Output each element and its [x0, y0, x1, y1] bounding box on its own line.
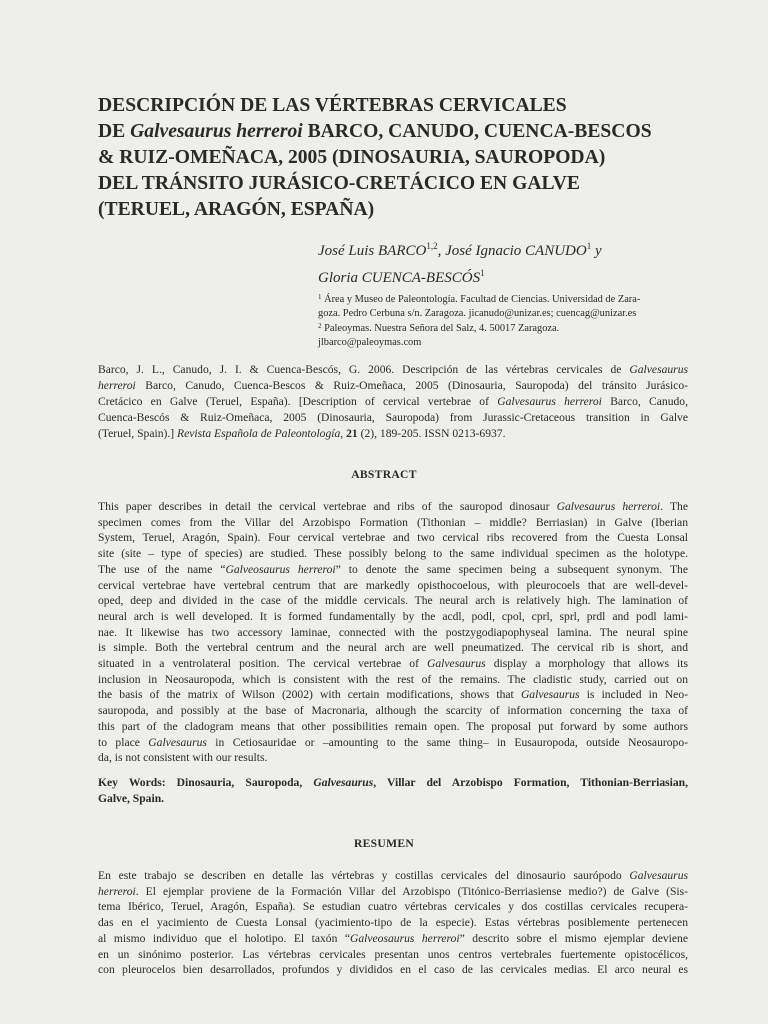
abstract-line: neural arch is well developed. It is formed fundamentally by the acdl, podl, cpol, cprl, sprl, prdl and podl lami-	[98, 609, 688, 623]
resumen-text: ” descrito sobre el mismo ejemplar deviene	[459, 931, 688, 945]
species-name: Galvesaurus herreroi	[556, 500, 661, 513]
abstract-text: in Cetiosauridae or –amounting to the same thing– in Eusauropoda, outside Neosauropo-	[206, 735, 688, 749]
citation-block	[98, 362, 688, 442]
journal-name: Revista Española de Paleontología	[177, 427, 341, 440]
resumen-text: . El ejemplar proviene de la Formación Villar del Arzobispo (Titónico-Berriasiense medio?) de Galve (Sis-	[135, 884, 688, 898]
abstract-text: the basis of the matrix of Wilson (2002) with certain modifications, shows that	[98, 688, 521, 702]
abstract-text: . The	[660, 500, 688, 513]
abstract-line	[98, 499, 688, 515]
citation-text: Barco, Canudo, Cuenca-Bescos & Ruiz-Omeñaca, 2005 (Dinosauria, Sauropoda) del tránsito Jurásico-	[135, 379, 688, 392]
affiliation-line	[318, 291, 698, 307]
affiliation-line: goza. Pedro Cerbuna s/n. Zaragoza. jicanudo@unizar.es; cuencag@unizar.es	[318, 307, 637, 319]
citation-text: (Teruel, Spain).]	[98, 427, 178, 440]
author-separator: y	[591, 243, 602, 259]
title-text: BARCO, CANUDO, CUENCA-BESCOS	[302, 121, 652, 142]
species-name: Galvesaurus herreroi	[130, 121, 303, 142]
abstract-heading: ABSTRACT	[351, 468, 417, 481]
resumen-line	[98, 931, 688, 947]
affil-text: Área y Museo de Paleontología. Facultad de Ciencias. Universidad de Zara-	[321, 294, 641, 305]
resumen-line: das en el yacimiento de Cuesta Lonsal (yacimiento-tipo de la especie). Estas vértebras posiblemente pertenecen	[98, 916, 688, 930]
author-affil-mark: 1	[480, 268, 485, 278]
citation-text: ,	[340, 427, 347, 440]
citation-line: Cuenca-Bescós & Ruiz-Omeñaca, 2005 (Dinosauria, Sauropoda) from Jurassic-Cretaceous transition in Galve	[98, 411, 688, 424]
citation-line	[98, 362, 688, 378]
species-name: Galveosaurus herreroi	[225, 562, 336, 576]
abstract-line: oped, deep and divided in the case of the middle cervicals. The neural arch is relatively high. The lamination of	[98, 594, 688, 608]
abstract-line	[98, 656, 688, 672]
species-name: herreroi	[98, 379, 136, 392]
journal-volume: 21	[346, 427, 358, 440]
species-name: Galvesaurus	[427, 657, 486, 671]
keywords-line: Galve, Spain.	[98, 792, 165, 805]
author-separator: ,	[437, 243, 446, 259]
abstract-line	[98, 687, 688, 703]
affil-text: Paleoymas. Nuestra Señora del Salz, 4. 50017 Zaragoza.	[321, 323, 560, 335]
title-line: (TERUEL, ARAGÓN, ESPAÑA)	[98, 199, 375, 220]
author-name: José Ignacio CANUDO	[445, 243, 587, 259]
title-line: DESCRIPCIÓN DE LAS VÉRTEBRAS CERVICALES	[98, 95, 567, 116]
abstract-text: This paper describes in detail the cervical vertebrae and ribs of the sauropod dinosaur	[98, 500, 557, 513]
citation-line	[98, 394, 688, 410]
abstract-line	[98, 562, 688, 578]
abstract-text: ” to denote the same specimen being a subsequent synonym. The	[335, 562, 688, 576]
abstract-line: site (site – type of species) are studied. These possibly belong to the same individual specimen as the holotype.	[98, 547, 688, 561]
species-name: Galvesaurus	[520, 688, 580, 702]
keywords-line	[98, 775, 688, 791]
resumen-line: en un sinónimo posterior. Las vértebras cervicales presentan unos centros vertebrales fuertemente opistocélicos,	[98, 947, 688, 961]
species-name: Galveosaurus herreroi	[350, 931, 460, 945]
keywords-block	[98, 775, 688, 807]
abstract-text: situated in a ventrolateral position. The cervical vertebrae of	[98, 657, 428, 671]
abstract-text: The use of the name “	[98, 562, 226, 576]
species-name: Galvesaurus	[313, 776, 374, 789]
author-list	[318, 235, 698, 289]
affiliation-line	[318, 320, 698, 336]
species-name: Galvesaurus	[148, 735, 207, 749]
abstract-line	[98, 735, 688, 751]
affiliations	[318, 291, 698, 349]
author-line	[318, 235, 698, 262]
abstract-body	[98, 499, 688, 766]
species-name: herreroi	[98, 884, 136, 898]
citation-text: (2), 189-205. ISSN 0213-6937.	[357, 427, 506, 440]
keywords-text: Key Words: Dinosauria, Sauropoda,	[98, 776, 314, 789]
resumen-text: al mismo individuo que el holotipo. El taxón “	[98, 931, 350, 945]
abstract-line: System, Teruel, Aragón, Spain). Four cervical vertebrae and two cervical ribs recovered from the Cuesta Lonsal	[98, 531, 688, 545]
species-name: Galvesaurus	[629, 869, 688, 882]
resumen-line	[98, 884, 688, 900]
affil-number: 2	[318, 322, 322, 331]
abstract-text: is included in Neo-	[579, 688, 688, 702]
title-line: DEL TRÁNSITO JURÁSICO-CRETÁCICO EN GALVE	[98, 173, 580, 194]
resumen-text: En este trabajo se describen en detalle las vértebras y costillas cervicales del dinosaurio saurópodo	[98, 869, 630, 882]
abstract-text: display a morphology that allows its	[485, 657, 688, 671]
affiliation-line: jlbarco@paleoymas.com	[318, 336, 422, 348]
abstract-line: this part of the cladogram means that other possibilities remain open. The proposal put forward by some authors	[98, 719, 688, 733]
abstract-line: inclusion in Neosauropoda, which is consistent with the rest of the remains. The cladistic study, carried out on	[98, 672, 688, 686]
abstract-line: da, is not consistent with our results.	[98, 751, 268, 765]
title-line	[98, 119, 698, 145]
author-name: Gloria CUENCA-BESCÓS	[318, 270, 481, 286]
paper-title	[98, 93, 698, 223]
keywords-text: , Villar del Arzobispo Formation, Tithonian-Berriasian,	[373, 776, 688, 789]
resumen-heading: RESUMEN	[353, 837, 415, 850]
resumen-line	[98, 868, 688, 884]
species-name: Galvesaurus herreroi	[497, 395, 602, 408]
abstract-line: is simple. Both the vertebral centrum and the neural arch are well pneumatized. The cervical rib is short, and	[98, 641, 688, 655]
citation-line	[98, 378, 688, 394]
abstract-text: to place	[98, 735, 149, 749]
citation-line	[98, 426, 688, 442]
citation-text: Cretácico en Galve (Teruel, España). [Description of cervical vertebrae of	[98, 395, 498, 408]
author-affil-mark: 1	[586, 241, 592, 251]
author-affil-mark: 1,2	[426, 241, 438, 251]
author-line	[318, 262, 698, 289]
citation-text: Barco, Canudo,	[601, 395, 689, 408]
species-name: Galvesaurus	[629, 363, 688, 376]
resumen-line: tema Ibérico, Teruel, Aragón, España). Se estudian cuatro vértebras cervicales y dos costillas cervicales recupera-	[98, 900, 688, 914]
author-name: José Luis BARCO	[318, 243, 427, 259]
resumen-body	[98, 868, 688, 978]
abstract-line: cervical vertebrae have vertebral centrum that are markedly opisthocoelous, with pleurocoels that are well-devel-	[98, 578, 688, 592]
abstract-line: specimen comes from the Villar del Arzobispo Formation (Tithonian – middle? Berriasian) in Galve (Iberian	[98, 515, 688, 529]
abstract-line: nae. It likewise has two accessory laminae, connected with the postzygodiapophyseal lamina. The neural spine	[98, 625, 688, 639]
title-text: DE	[98, 121, 131, 142]
resumen-line: con pleurocelos bien desarrollados, profundos y divididos en el caso de las cervicales medias. El arco neural es	[98, 963, 688, 977]
title-line: & RUIZ-OMEÑACA, 2005 (DINOSAURIA, SAUROPODA)	[98, 147, 606, 168]
citation-text: Barco, J. L., Canudo, J. I. & Cuenca-Bescós, G. 2006. Descripción de las vértebras cervicales de	[98, 363, 630, 376]
abstract-line: sauropoda, and possibly at the base of Macronaria, although the scarcity of information concerning the taxa of	[98, 704, 688, 718]
affil-number: 1	[318, 293, 322, 301]
